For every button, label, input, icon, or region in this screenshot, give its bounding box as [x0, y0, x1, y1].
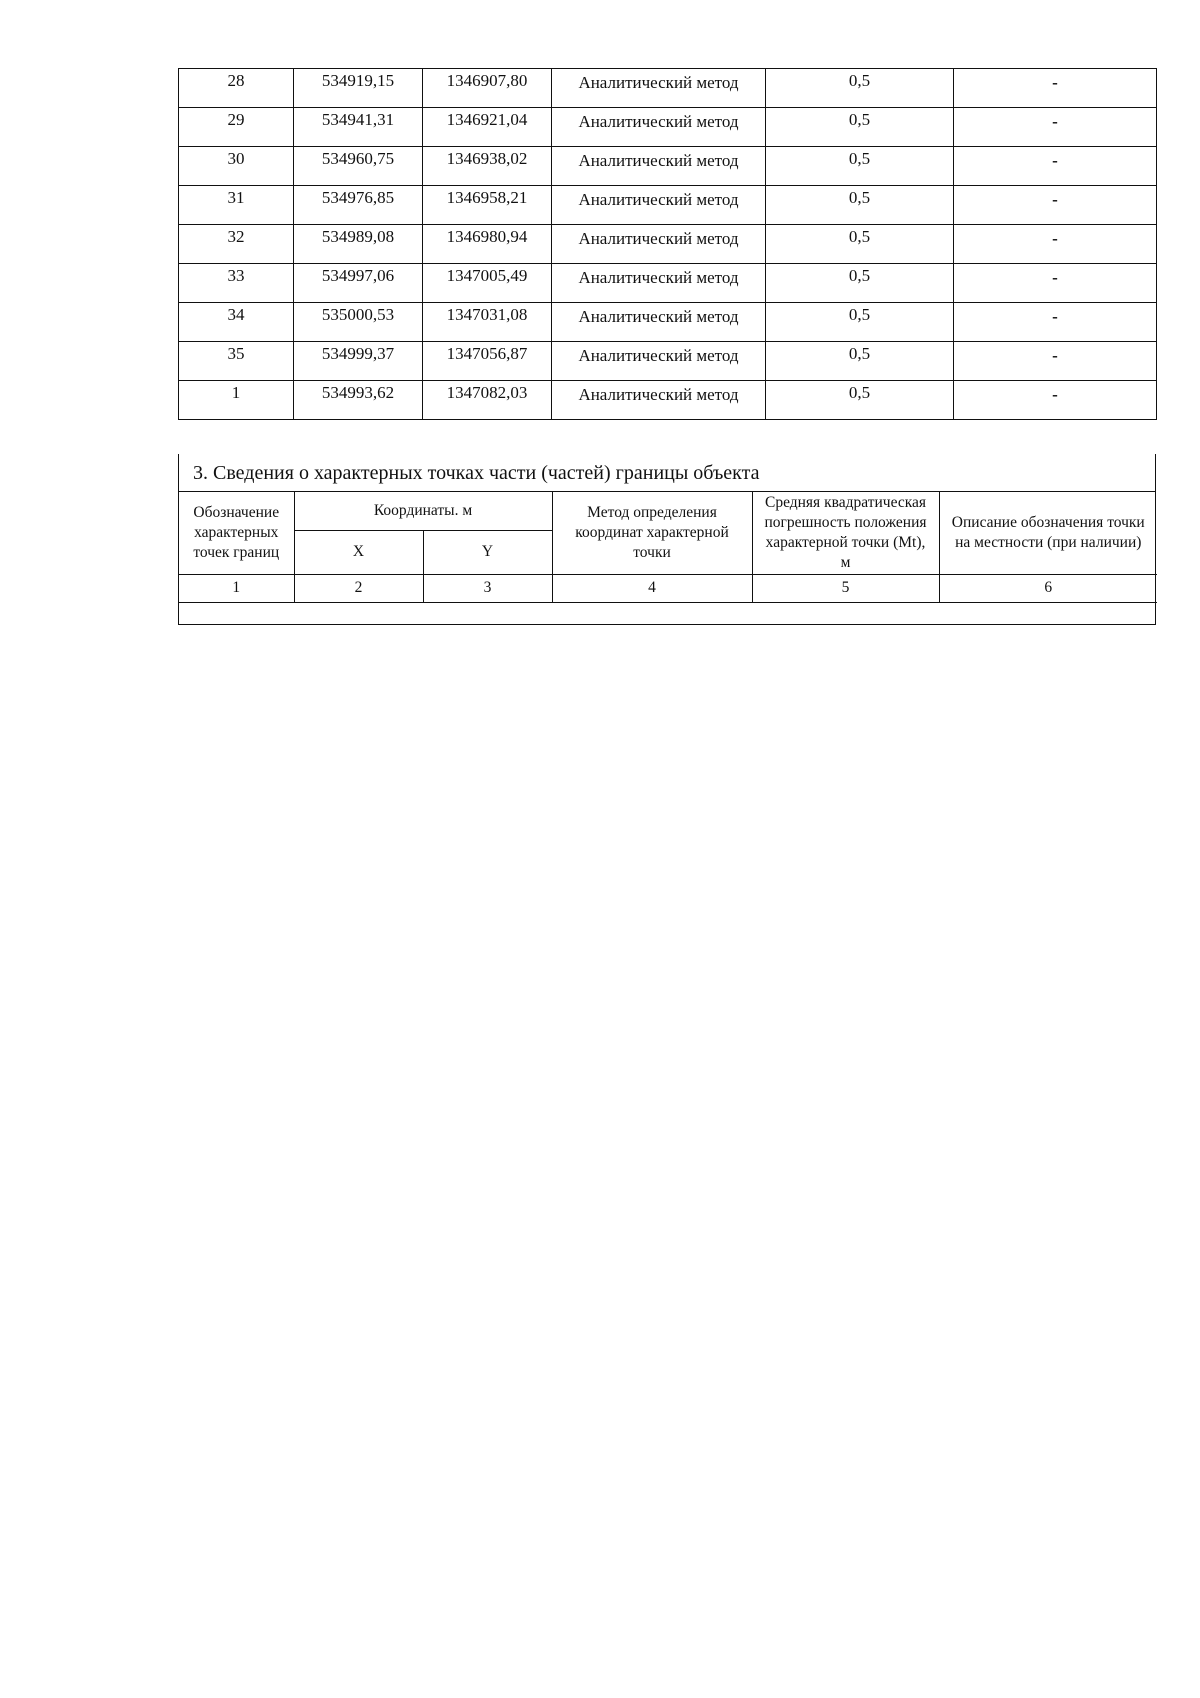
y-coordinate-cell-value: 1347082,03	[446, 383, 528, 402]
accuracy-cell-value: 0,5	[848, 344, 871, 363]
description-cell	[954, 108, 1157, 147]
accuracy-cell	[766, 147, 954, 186]
header-y: Y	[423, 530, 552, 574]
description-cell-value: -	[1052, 346, 1058, 365]
point-cell	[179, 186, 294, 225]
header-point-designation: Обозначение характерных точек границ	[179, 492, 294, 574]
section-3	[178, 454, 1156, 625]
description-cell-value: -	[1052, 307, 1058, 326]
description-cell	[954, 225, 1157, 264]
column-number-2: 2	[294, 574, 423, 602]
description-cell-value: -	[1052, 112, 1058, 131]
y-coordinate-cell-value: 1346907,80	[446, 71, 528, 90]
description-cell	[954, 381, 1157, 420]
accuracy-cell	[766, 69, 954, 108]
y-coordinate-cell	[423, 147, 552, 186]
description-cell-value: -	[1052, 229, 1058, 248]
x-coordinate-cell-value: 534989,08	[321, 227, 395, 246]
method-cell	[552, 186, 766, 225]
method-cell-value: Аналитический метод	[578, 268, 739, 287]
table-row	[179, 303, 1157, 342]
x-coordinate-cell-value: 535000,53	[321, 305, 395, 324]
accuracy-cell-value: 0,5	[848, 149, 871, 168]
point-cell-value: 34	[227, 305, 245, 324]
accuracy-cell	[766, 186, 954, 225]
column-number-1: 1	[179, 574, 294, 602]
y-coordinate-cell	[423, 381, 552, 420]
header-accuracy: Средняя квадратическая погрешность положения характерной точки (Mt), м	[752, 492, 939, 574]
accuracy-cell	[766, 381, 954, 420]
accuracy-cell	[766, 264, 954, 303]
table-row	[179, 186, 1157, 225]
y-coordinate-cell-value: 1346980,94	[446, 227, 528, 246]
accuracy-cell-value: 0,5	[848, 266, 871, 285]
header-x: X	[294, 530, 423, 574]
table-row	[179, 264, 1157, 303]
method-cell	[552, 225, 766, 264]
x-coordinate-cell	[294, 108, 423, 147]
method-cell-value: Аналитический метод	[578, 151, 739, 170]
y-coordinate-cell-value: 1347056,87	[446, 344, 528, 363]
coordinates-table-body	[179, 69, 1157, 420]
y-coordinate-cell	[423, 264, 552, 303]
x-coordinate-cell	[294, 225, 423, 264]
point-cell	[179, 108, 294, 147]
y-coordinate-cell-value: 1346921,04	[446, 110, 528, 129]
method-cell	[552, 381, 766, 420]
point-cell-value: 30	[227, 149, 245, 168]
accuracy-cell	[766, 303, 954, 342]
x-coordinate-cell-value: 534993,62	[321, 383, 395, 402]
method-cell	[552, 303, 766, 342]
x-coordinate-cell	[294, 147, 423, 186]
method-cell	[552, 69, 766, 108]
point-cell	[179, 147, 294, 186]
description-cell-value: -	[1052, 190, 1058, 209]
y-coordinate-cell	[423, 108, 552, 147]
method-cell-value: Аналитический метод	[578, 229, 739, 248]
table-row	[179, 108, 1157, 147]
method-cell	[552, 147, 766, 186]
x-coordinate-cell-value: 534997,06	[321, 266, 395, 285]
accuracy-cell	[766, 342, 954, 381]
y-coordinate-cell-value: 1347005,49	[446, 266, 528, 285]
x-coordinate-cell-value: 534941,31	[321, 110, 395, 129]
accuracy-cell-value: 0,5	[848, 188, 871, 207]
accuracy-cell	[766, 225, 954, 264]
point-cell	[179, 381, 294, 420]
point-cell-value: 35	[227, 344, 245, 363]
point-cell	[179, 264, 294, 303]
accuracy-cell	[766, 108, 954, 147]
y-coordinate-cell	[423, 342, 552, 381]
method-cell-value: Аналитический метод	[578, 73, 739, 92]
point-cell	[179, 225, 294, 264]
method-cell	[552, 264, 766, 303]
point-cell-value: 29	[227, 110, 245, 129]
table-row	[179, 381, 1157, 420]
section-3-header-table	[179, 492, 1157, 603]
x-coordinate-cell	[294, 342, 423, 381]
point-cell-value: 31	[227, 188, 245, 207]
description-cell	[954, 147, 1157, 186]
header-coordinates: Координаты. м	[294, 492, 552, 530]
header-method: Метод определения координат характерной точки	[552, 492, 752, 574]
point-cell-value: 28	[227, 71, 245, 90]
x-coordinate-cell-value: 534999,37	[321, 344, 395, 363]
accuracy-cell-value: 0,5	[848, 71, 871, 90]
description-cell	[954, 186, 1157, 225]
point-cell-value: 1	[231, 383, 241, 402]
section-3-title: 3. Сведения о характерных точках части (частей) границы объекта	[179, 454, 1155, 492]
y-coordinate-cell-value: 1346958,21	[446, 188, 528, 207]
x-coordinate-cell	[294, 69, 423, 108]
table-row	[179, 147, 1157, 186]
description-cell-value: -	[1052, 151, 1058, 170]
table-row	[179, 225, 1157, 264]
description-cell-value: -	[1052, 268, 1058, 287]
coordinates-table	[178, 68, 1157, 420]
x-coordinate-cell	[294, 303, 423, 342]
point-cell-value: 32	[227, 227, 245, 246]
column-number-4: 4	[552, 574, 752, 602]
accuracy-cell-value: 0,5	[848, 383, 871, 402]
y-coordinate-cell-value: 1346938,02	[446, 149, 528, 168]
x-coordinate-cell-value: 534919,15	[321, 71, 395, 90]
x-coordinate-cell	[294, 186, 423, 225]
point-cell	[179, 69, 294, 108]
method-cell-value: Аналитический метод	[578, 112, 739, 131]
method-cell	[552, 342, 766, 381]
description-cell-value: -	[1052, 73, 1058, 92]
x-coordinate-cell-value: 534976,85	[321, 188, 395, 207]
column-number-3: 3	[423, 574, 552, 602]
header-description: Описание обозначения точки на местности (при наличии)	[939, 492, 1157, 574]
x-coordinate-cell-value: 534960,75	[321, 149, 395, 168]
y-coordinate-cell	[423, 225, 552, 264]
column-number-5: 5	[752, 574, 939, 602]
description-cell	[954, 69, 1157, 108]
y-coordinate-cell-value: 1347031,08	[446, 305, 528, 324]
description-cell	[954, 264, 1157, 303]
table-row	[179, 69, 1157, 108]
table-row	[179, 342, 1157, 381]
point-cell-value: 33	[227, 266, 245, 285]
method-cell-value: Аналитический метод	[578, 190, 739, 209]
accuracy-cell-value: 0,5	[848, 305, 871, 324]
y-coordinate-cell	[423, 69, 552, 108]
section-3-empty-row	[179, 603, 1155, 625]
method-cell-value: Аналитический метод	[578, 307, 739, 326]
description-cell	[954, 303, 1157, 342]
y-coordinate-cell	[423, 186, 552, 225]
y-coordinate-cell	[423, 303, 552, 342]
description-cell-value: -	[1052, 385, 1058, 404]
method-cell-value: Аналитический метод	[578, 385, 739, 404]
method-cell	[552, 108, 766, 147]
point-cell	[179, 303, 294, 342]
column-number-6: 6	[939, 574, 1157, 602]
x-coordinate-cell	[294, 264, 423, 303]
accuracy-cell-value: 0,5	[848, 110, 871, 129]
accuracy-cell-value: 0,5	[848, 227, 871, 246]
point-cell	[179, 342, 294, 381]
description-cell	[954, 342, 1157, 381]
x-coordinate-cell	[294, 381, 423, 420]
method-cell-value: Аналитический метод	[578, 346, 739, 365]
